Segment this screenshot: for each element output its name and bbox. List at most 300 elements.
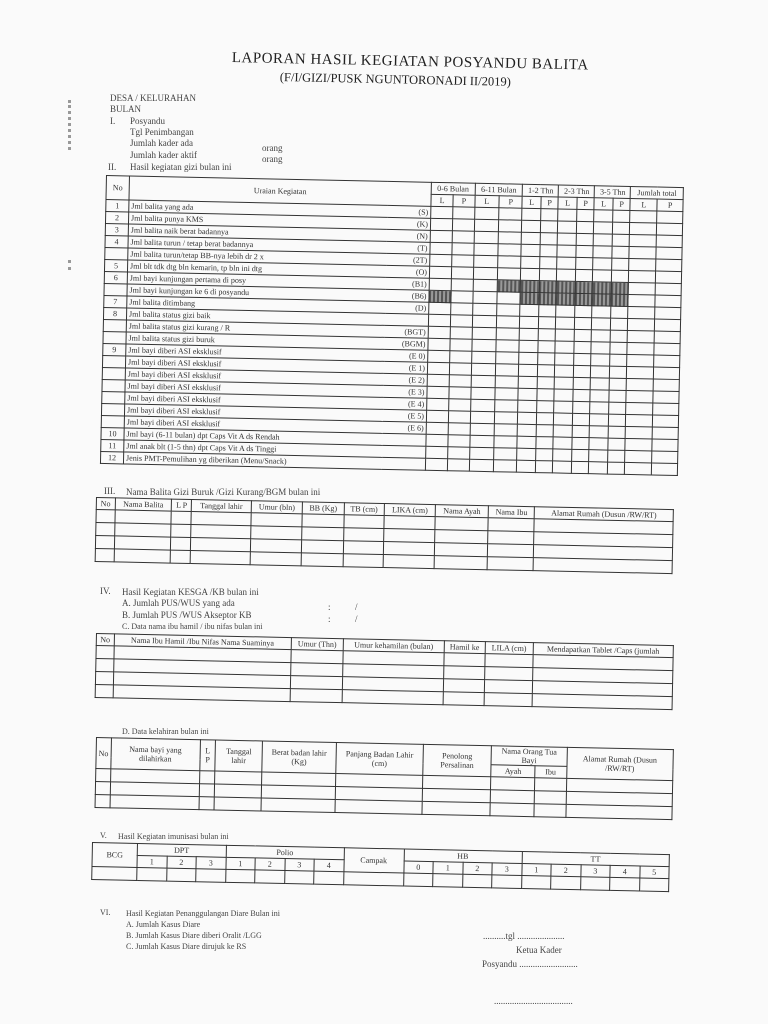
data-cell [558, 233, 577, 245]
data-cell [608, 402, 626, 414]
data-cell [522, 220, 541, 232]
row-label: Jml balita status gizi kurang / R [126, 320, 384, 337]
data-cell [593, 282, 612, 294]
data-cell [607, 450, 625, 462]
data-cell [534, 804, 566, 818]
data-cell [609, 354, 627, 366]
signature-posyandu: Posyandu .......................... [482, 959, 578, 969]
dose-number-header: 2 [551, 864, 581, 877]
data-cell [610, 306, 628, 318]
data-cell [435, 530, 488, 544]
row-number: 4 [105, 235, 128, 247]
data-cell [520, 304, 539, 316]
data-cell [435, 517, 488, 531]
data-cell [580, 877, 610, 891]
data-cell [539, 269, 557, 281]
data-cell [625, 462, 652, 475]
data-cell [554, 401, 573, 413]
dpt-header: DPT [137, 843, 226, 857]
dose-number-header: 1 [137, 855, 167, 868]
data-cell [342, 690, 443, 705]
data-cell [539, 293, 557, 305]
data-cell [427, 362, 449, 374]
data-cell [594, 222, 613, 234]
data-cell [462, 874, 492, 888]
data-cell [628, 318, 655, 331]
column-header: L P [171, 499, 191, 511]
data-cell [425, 458, 447, 470]
row-code [384, 313, 428, 326]
section-vi-title: Hasil Kegiatan Penanggulangan Diare Bulan ini [126, 909, 280, 918]
data-cell [532, 694, 673, 710]
section-iii-number: III. [104, 486, 116, 496]
lp-header: P [453, 195, 475, 207]
data-cell [170, 550, 190, 563]
row-code [381, 457, 425, 470]
column-header: L P [200, 740, 216, 771]
data-cell [473, 279, 498, 292]
data-cell [95, 782, 110, 795]
data-cell [538, 305, 556, 317]
data-cell [537, 365, 555, 377]
row-code: (E 6) [382, 421, 426, 434]
data-cell [443, 679, 485, 693]
data-cell [451, 291, 473, 303]
data-cell [612, 222, 630, 234]
data-cell [610, 318, 628, 330]
data-cell [191, 550, 251, 564]
data-cell [449, 411, 471, 423]
row-label: Jml balita ditimbang [127, 296, 385, 313]
data-cell [428, 314, 450, 326]
data-cell [496, 352, 520, 364]
data-cell [284, 871, 314, 885]
data-cell [250, 526, 302, 540]
data-cell [452, 255, 474, 267]
data-cell [573, 353, 591, 365]
data-cell [343, 528, 384, 542]
data-cell [250, 539, 302, 553]
row-label: Jml bayi kunjungan pertama di posy [127, 272, 385, 289]
data-cell [426, 410, 448, 422]
data-cell [607, 462, 625, 474]
row-label: Jml bayi diberi ASI eksklusif [125, 380, 383, 397]
row-number [102, 391, 125, 403]
data-cell [519, 340, 538, 352]
data-cell [653, 403, 679, 416]
data-cell [574, 329, 592, 341]
data-cell [487, 557, 533, 571]
data-cell [435, 543, 488, 557]
data-cell [434, 556, 487, 570]
data-cell [495, 364, 519, 376]
data-cell [495, 400, 519, 412]
section-iv-title: Hasil Kegiatan KESGA /KB bulan ini [122, 587, 259, 597]
section-v-title: Hasil Kegiatan imunisasi bulan ini [118, 832, 229, 841]
data-cell [518, 400, 537, 412]
age-group-header: Jumlah total [631, 186, 684, 199]
data-cell [593, 246, 612, 258]
data-cell [553, 461, 572, 473]
lp-header: P [541, 197, 559, 209]
data-cell [166, 868, 196, 882]
data-cell [556, 305, 575, 317]
data-cell [496, 316, 520, 328]
column-header: Berat badan lahir (Kg) [262, 741, 337, 774]
data-cell [626, 402, 653, 415]
dose-number-header: 1 [433, 862, 463, 875]
row-number: 2 [105, 212, 128, 224]
data-cell [519, 352, 538, 364]
data-cell [383, 555, 434, 569]
column-header: Alamat Rumah (Dusun /RW/RT) [566, 747, 673, 780]
column-header: No [96, 738, 111, 769]
data-cell [657, 211, 683, 224]
data-cell [215, 784, 262, 798]
data-cell [450, 327, 472, 339]
data-cell [452, 231, 474, 243]
row-label: Jml blt tdk dtg bln kemarin, tp bln ini dtg [127, 260, 385, 277]
data-cell [593, 258, 612, 270]
data-cell [592, 330, 611, 342]
row-label: Jml bayi diberi ASI eksklusif [125, 356, 383, 373]
data-cell [474, 231, 499, 244]
data-cell [430, 230, 452, 242]
dose-number-header: 4 [314, 859, 344, 872]
data-cell [429, 302, 451, 314]
data-cell [574, 341, 592, 353]
column-header: Nama Ayah [435, 505, 488, 518]
lp-header: L [431, 194, 453, 206]
bcg-header: BCG [92, 843, 137, 868]
section-i-number: I. [110, 116, 116, 126]
data-cell [430, 242, 452, 254]
column-header: LIKA (cm) [384, 504, 435, 517]
gizi-activity-table [100, 175, 684, 476]
data-cell [496, 328, 520, 340]
data-cell [495, 388, 519, 400]
data-cell [450, 363, 472, 375]
row-number: 12 [100, 451, 123, 463]
data-cell [114, 523, 171, 537]
row-number: 5 [104, 259, 127, 271]
data-cell [591, 378, 610, 390]
data-cell [589, 438, 608, 450]
data-cell [114, 549, 171, 563]
section-iii-title: Nama Balita Gizi Buruk /Gizi Kurang/BGM bulan ini [126, 487, 321, 497]
data-cell [576, 233, 594, 245]
dose-number-header: 5 [639, 866, 669, 879]
data-cell [171, 511, 191, 524]
row-code: (K) [387, 217, 431, 230]
row-label: Jml balita turun/tetap BB-nya lebih dr 2 x [128, 248, 386, 265]
row-number: 8 [103, 307, 126, 319]
column-header: Umur (bln) [251, 501, 303, 514]
data-cell [427, 374, 449, 386]
row-number [102, 355, 125, 367]
data-cell [110, 795, 199, 810]
row-number: 9 [103, 343, 126, 355]
data-cell [521, 875, 551, 889]
data-cell [451, 303, 473, 315]
age-group-header: 2-3 Thn [559, 185, 595, 198]
data-cell [534, 778, 566, 792]
data-cell [498, 232, 522, 244]
section-ii-title: Hasil kegiatan gizi bulan ini [130, 162, 232, 172]
data-cell [314, 871, 344, 885]
row-label: Jml bayi diberi ASI eksklusif [124, 416, 382, 433]
data-cell [485, 654, 533, 668]
signature-role: Ketua Kader [516, 945, 562, 955]
data-cell [611, 258, 629, 270]
data-cell [575, 257, 593, 269]
data-cell [494, 436, 518, 448]
row-code: (B1) [385, 277, 429, 290]
data-cell [290, 663, 343, 677]
signature-line: ................................... [494, 996, 573, 1006]
data-cell [95, 548, 114, 561]
data-cell [611, 282, 629, 294]
imunisasi-table [91, 842, 670, 892]
data-cell [558, 209, 577, 221]
data-cell [534, 791, 566, 805]
data-cell [491, 790, 535, 804]
data-cell [422, 801, 491, 815]
data-cell [556, 329, 575, 341]
data-cell [609, 366, 627, 378]
data-cell [470, 399, 495, 412]
data-cell [590, 414, 609, 426]
data-cell [639, 878, 669, 892]
data-cell [498, 256, 522, 268]
data-cell [225, 869, 255, 883]
lp-header: P [657, 199, 683, 212]
data-cell [522, 232, 541, 244]
column-header: Penolong Persalinan [422, 744, 491, 776]
data-cell [95, 536, 114, 549]
margin-mark [68, 260, 71, 270]
data-cell [576, 221, 594, 233]
data-cell [520, 328, 539, 340]
data-cell [608, 426, 626, 438]
column-header-uraian: Uraian Kegiatan [129, 176, 431, 206]
bulan-label: BULAN [110, 104, 141, 114]
data-cell [654, 355, 680, 368]
colon: : [328, 602, 331, 612]
dose-number-header: 4 [610, 865, 640, 878]
ibu-hamil-data-label: C. Data nama ibu hamil / ibu nifas bulan ini [122, 622, 263, 631]
data-cell [652, 463, 678, 476]
data-cell [114, 510, 171, 524]
data-cell [451, 279, 473, 291]
data-cell [199, 797, 215, 810]
data-cell [565, 804, 672, 819]
data-cell [383, 542, 434, 556]
data-cell [626, 426, 653, 439]
data-cell [302, 540, 343, 554]
hb-header: HB [404, 849, 522, 863]
age-group-header: 3-5 Thn [595, 186, 631, 199]
data-cell [484, 680, 532, 694]
data-cell [572, 413, 590, 425]
column-header: Tanggal lahir [215, 740, 262, 772]
ibu-hamil-table [95, 633, 674, 710]
column-header: Nama Ibu Hamil /Ibu Nifas Nama Suaminya [114, 634, 291, 650]
data-cell [499, 208, 523, 220]
data-cell [521, 256, 540, 268]
data-cell [469, 435, 494, 448]
data-cell [627, 342, 654, 355]
lp-header: L [630, 198, 657, 211]
column-header: Umur kehamilan (bulan) [343, 639, 444, 653]
data-cell [654, 343, 680, 356]
data-cell [472, 327, 497, 340]
row-code: (BGT) [384, 325, 428, 338]
data-cell [656, 247, 682, 260]
data-cell [574, 305, 592, 317]
row-number [103, 331, 126, 343]
data-cell [384, 529, 435, 543]
row-label: Jml balita punya KMS [128, 212, 386, 229]
data-cell [555, 353, 574, 365]
data-cell [554, 413, 573, 425]
row-number [101, 403, 124, 415]
colon: : [328, 614, 331, 624]
column-header: Mendapatkan Tablet /Caps (jumlah [533, 643, 674, 658]
data-cell [653, 415, 679, 428]
data-cell [250, 552, 302, 566]
data-cell [537, 377, 555, 389]
data-cell [519, 376, 538, 388]
data-cell [538, 329, 556, 341]
data-cell [470, 423, 495, 436]
data-cell [343, 554, 384, 568]
data-cell [625, 450, 652, 463]
lp-header: P [613, 198, 631, 210]
section-ii-number: II. [108, 162, 117, 172]
data-cell [590, 390, 609, 402]
row-label: Jml bayi kunjungan ke 6 di posyandu [127, 284, 385, 301]
data-cell [519, 364, 538, 376]
data-cell [473, 267, 498, 280]
row-number [101, 415, 124, 427]
data-cell [137, 867, 167, 881]
row-number: 6 [104, 271, 127, 283]
data-cell [611, 294, 629, 306]
column-header: Tanggal lahir [192, 500, 252, 513]
data-cell [628, 294, 655, 307]
data-cell [575, 293, 593, 305]
data-cell [557, 269, 576, 281]
data-cell [448, 447, 470, 459]
data-cell [171, 537, 191, 550]
data-cell [557, 245, 576, 257]
data-cell [594, 234, 613, 246]
data-cell [488, 518, 534, 532]
data-cell [484, 693, 532, 707]
data-cell [95, 684, 113, 697]
column-header: Nama bayi yang dilahirkan [111, 738, 201, 771]
row-code [382, 433, 426, 446]
data-cell [572, 401, 590, 413]
data-cell [290, 689, 343, 703]
data-cell [492, 875, 522, 889]
row-code: (D) [385, 301, 429, 314]
data-cell [113, 685, 290, 702]
data-cell [627, 354, 654, 367]
data-cell [497, 268, 521, 280]
data-cell [471, 339, 496, 352]
data-cell [627, 378, 654, 391]
row-label: Jml balita yang ada [129, 200, 387, 217]
data-cell [95, 672, 113, 685]
data-cell [592, 306, 611, 318]
data-cell [575, 269, 593, 281]
dose-number-header: 2 [462, 862, 492, 875]
ibu-header: Ibu [535, 766, 567, 779]
data-cell [214, 797, 261, 811]
data-cell [450, 351, 472, 363]
data-cell [628, 306, 655, 319]
data-cell [535, 449, 553, 461]
column-header: Hamil ke [444, 641, 486, 654]
data-cell [251, 513, 303, 527]
data-cell [472, 291, 497, 304]
data-cell [302, 527, 343, 541]
data-cell [521, 268, 540, 280]
row-number [104, 283, 127, 295]
data-cell [497, 292, 521, 304]
data-cell [609, 390, 627, 402]
data-cell [629, 258, 656, 271]
data-cell [428, 326, 450, 338]
row-label: Jml bayi diberi ASI eksklusif [124, 404, 382, 421]
data-cell [191, 525, 251, 539]
pus-wus-ada-label: A. Jumlah PUS/WUS yang ada [122, 598, 235, 608]
diare-dirujuk-label: C. Jumlah Kasus Diare dirujuk ke RS [126, 942, 247, 951]
ayah-header: Ayah [491, 765, 535, 778]
dose-number-header: 3 [196, 857, 226, 870]
data-cell [612, 234, 630, 246]
data-cell [536, 425, 554, 437]
data-cell [517, 448, 536, 460]
data-cell [520, 292, 539, 304]
data-cell [493, 460, 517, 472]
data-cell [655, 307, 681, 320]
data-cell [556, 317, 575, 329]
data-cell [96, 659, 114, 672]
data-cell [629, 270, 656, 283]
data-cell [426, 422, 448, 434]
row-label: Jml bayi diberi ASI eksklusif [125, 368, 383, 385]
data-cell [626, 414, 653, 427]
report-title: LAPORAN HASIL KEGIATAN POSYANDU BALITA [231, 50, 589, 74]
data-cell [591, 366, 610, 378]
data-cell [444, 653, 486, 667]
dose-number-header: 3 [492, 863, 522, 876]
data-cell [653, 391, 679, 404]
data-cell [433, 874, 463, 888]
data-cell [448, 423, 470, 435]
section-v-number: V. [100, 831, 107, 840]
data-cell [591, 342, 610, 354]
data-cell [554, 425, 573, 437]
lp-header: P [499, 196, 523, 208]
row-code: (E 4) [383, 397, 427, 410]
row-code: (E 0) [384, 349, 428, 362]
column-header: Panjang Badan Lahir (cm) [336, 743, 423, 776]
data-cell [343, 515, 384, 529]
